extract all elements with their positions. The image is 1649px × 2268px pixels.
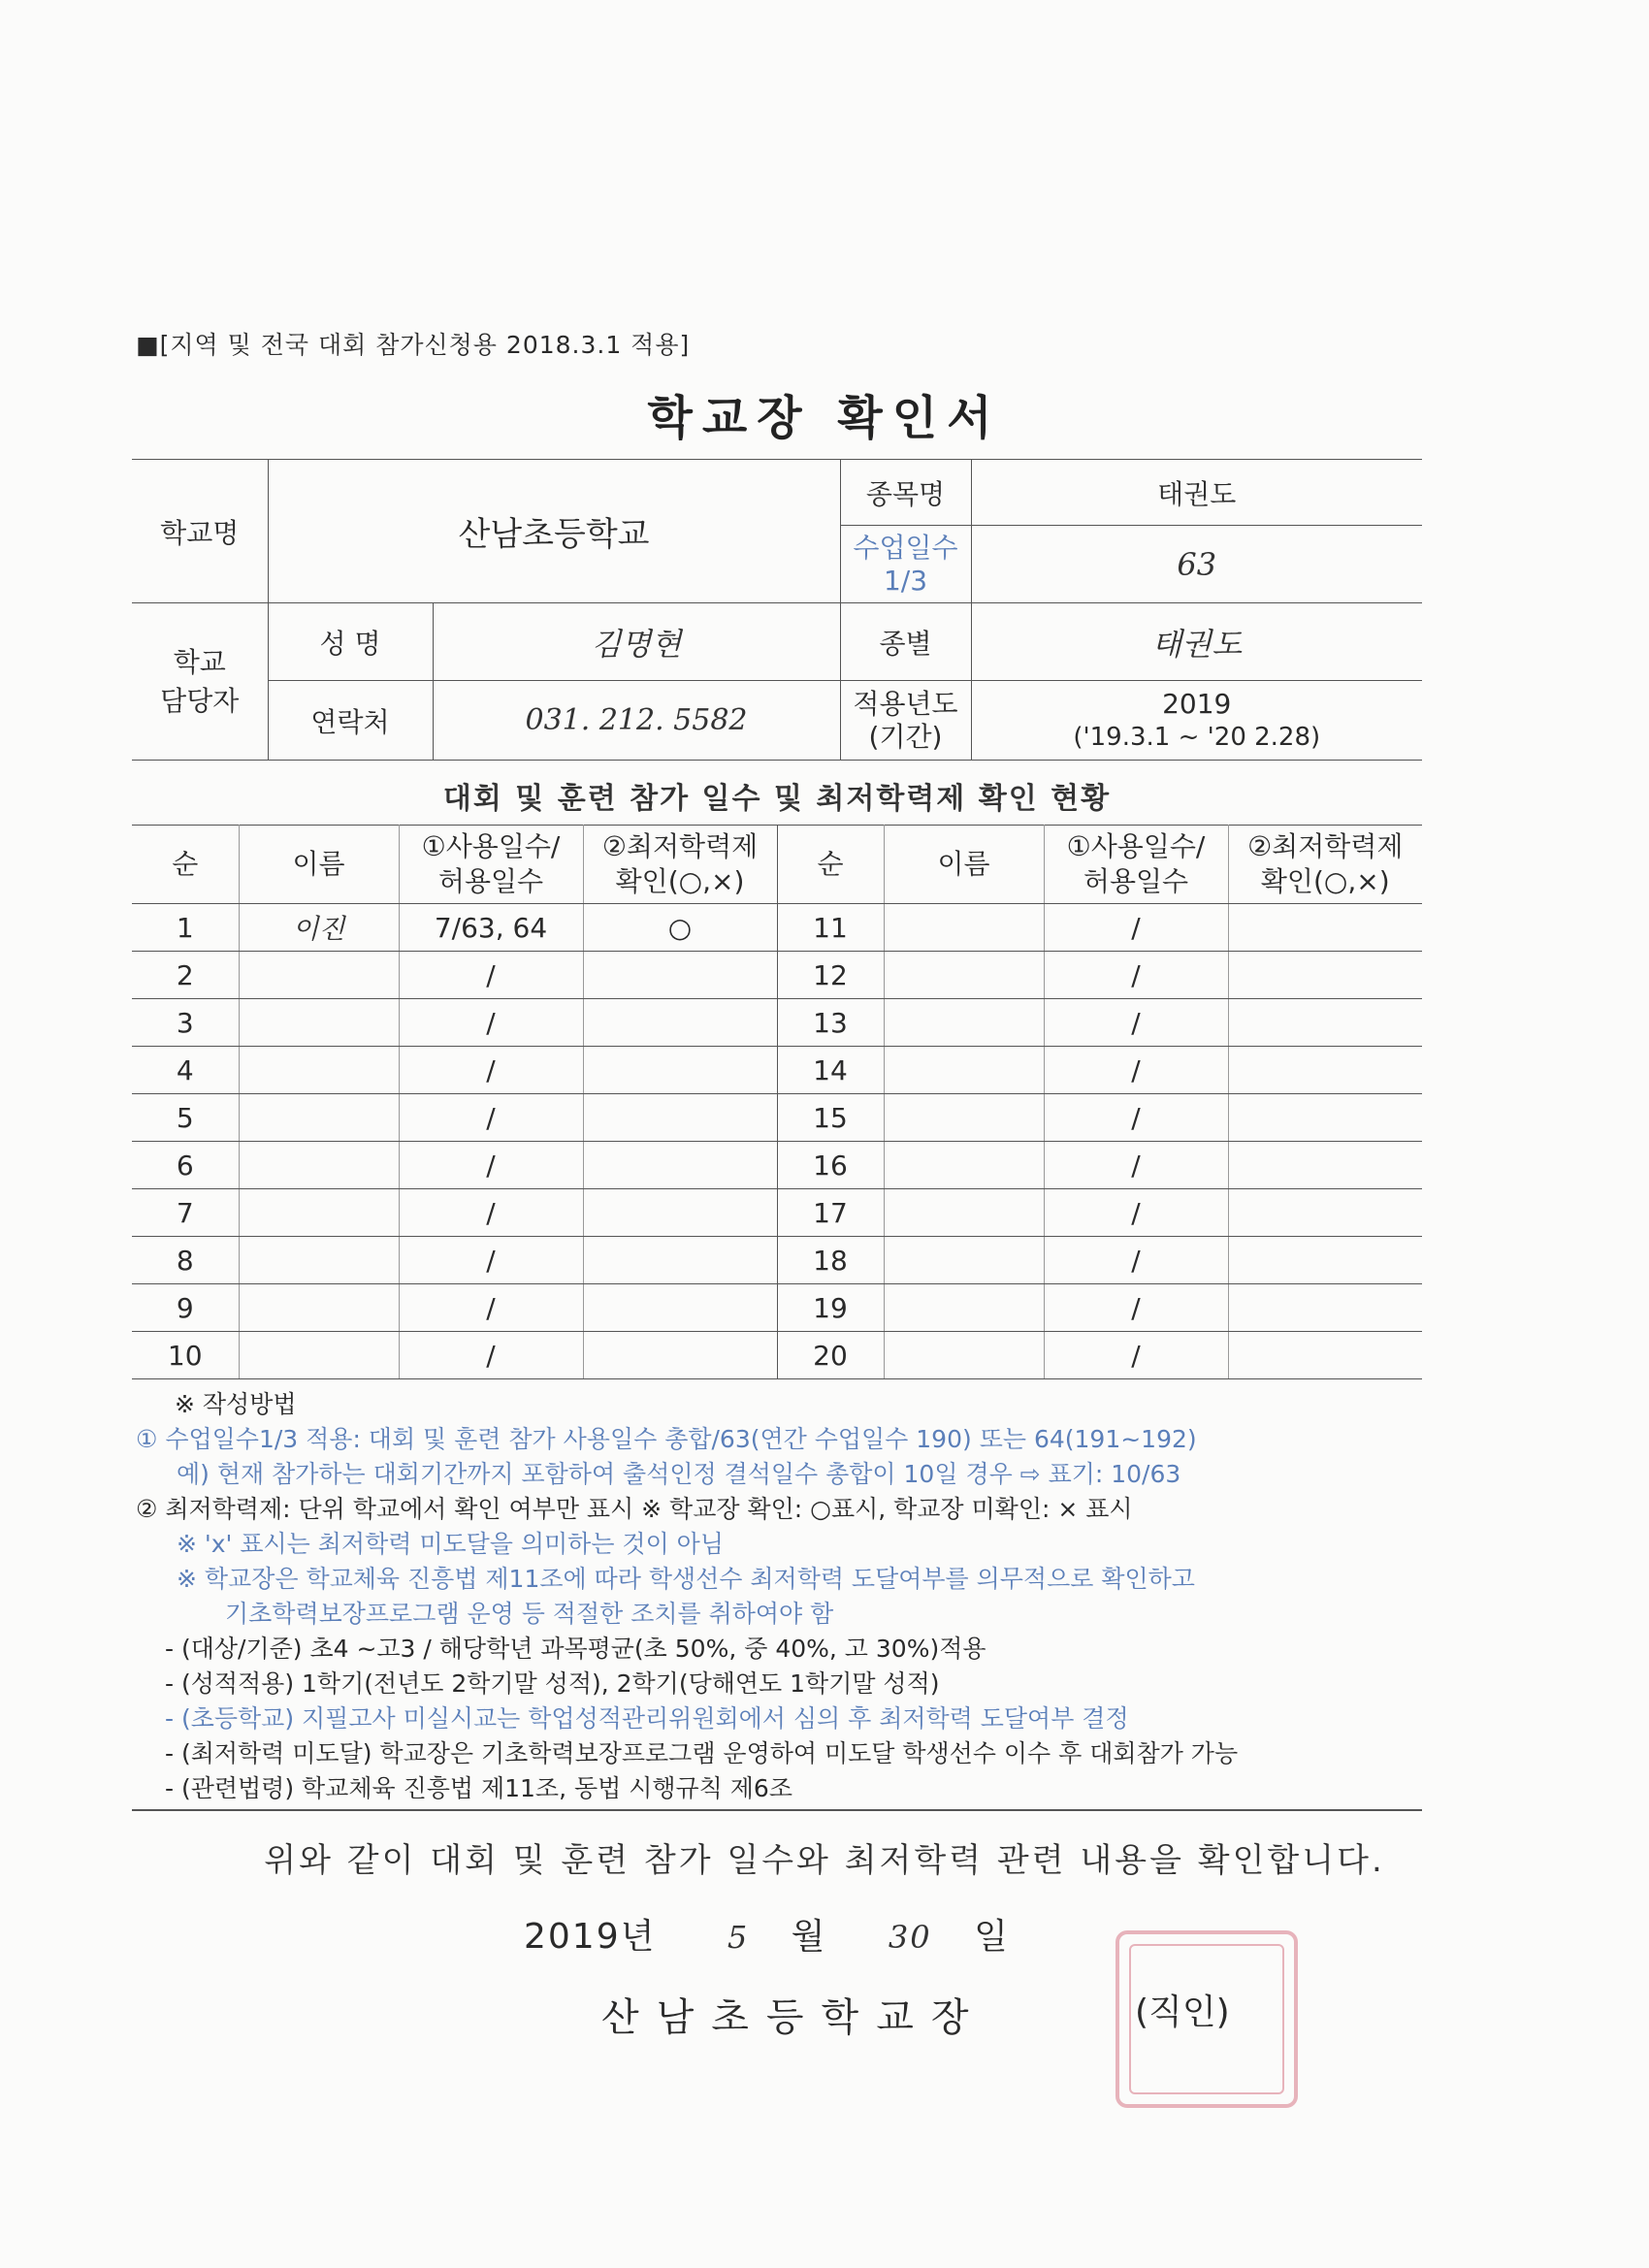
- header-days-line1: ①사용일수/: [421, 830, 561, 862]
- manager-label-line1: 학교: [173, 645, 226, 678]
- header-days-right-line1: ①사용일수/: [1066, 830, 1206, 862]
- row-days: /: [399, 1094, 583, 1142]
- days-label-line1: 수업일수: [853, 531, 958, 564]
- row-days-right: /: [1044, 1237, 1228, 1284]
- table-row: [132, 952, 1422, 999]
- row-name-right: [884, 904, 1044, 952]
- row-days: /: [399, 1142, 583, 1189]
- row-days-right: /: [1044, 904, 1228, 952]
- year-value-number: 2019: [1162, 687, 1232, 720]
- row-name: [239, 1189, 399, 1237]
- row-name: [239, 1237, 399, 1284]
- row-name-right: [884, 1332, 1044, 1379]
- row-days-right: /: [1044, 952, 1228, 999]
- year-period: ('19.3.1 ~ '20 2.28): [1073, 722, 1321, 752]
- table-row: [132, 1047, 1422, 1094]
- row-days-right: /: [1044, 1284, 1228, 1332]
- table-row: [132, 1094, 1422, 1142]
- header-check-right-line2: 확인(○,×): [1260, 865, 1390, 897]
- instruction-line: - (최저학력 미도달) 학교장은 기초학력보장프로그램 운영하여 미도달 학생선수 이수 후 대회참가 가능: [165, 1739, 1239, 1767]
- row-name-right: [884, 1237, 1044, 1284]
- header-no: 순: [132, 826, 239, 904]
- row-days: /: [399, 1047, 583, 1094]
- name-value: 김명현: [433, 603, 840, 681]
- table-row: [132, 1332, 1422, 1379]
- row-check-right: [1228, 1047, 1422, 1094]
- row-no-right: 13: [777, 999, 884, 1047]
- row-no-right: 18: [777, 1237, 884, 1284]
- school-label: 학교명: [132, 460, 268, 603]
- row-check-right: [1228, 952, 1422, 999]
- row-check: [583, 1284, 777, 1332]
- row-no-right: 12: [777, 952, 884, 999]
- instruction-line: 기초학력보장프로그램 운영 등 적절한 조치를 취하여야 함: [225, 1600, 834, 1628]
- header-days-right: [1044, 826, 1228, 904]
- manager-label: [132, 603, 268, 761]
- date-day: 30: [888, 1919, 932, 1956]
- row-check: [583, 999, 777, 1047]
- table-row: [132, 904, 1422, 952]
- row-name: [239, 1142, 399, 1189]
- date-year-unit: 년: [620, 1917, 657, 1957]
- row-name-right: [884, 952, 1044, 999]
- table-header-row: [132, 826, 1422, 904]
- page-title: 학교장 확인서: [647, 391, 1002, 445]
- days-value: 63: [971, 526, 1422, 603]
- instruction-line: - (관련법령) 학교체육 진흥법 제11조, 동법 시행규칙 제6조: [165, 1774, 792, 1802]
- divider-line: [132, 1809, 1422, 1811]
- row-no: 3: [132, 999, 239, 1047]
- seal-label: (직인): [1135, 1993, 1230, 2032]
- row-check: [583, 952, 777, 999]
- row-days-right: /: [1044, 999, 1228, 1047]
- row-check-right: [1228, 1332, 1422, 1379]
- instruction-line: ※ 'x' 표시는 최저학력 미도달을 의미하는 것이 아님: [177, 1530, 724, 1558]
- row-no: 8: [132, 1237, 239, 1284]
- table-row: [132, 1189, 1422, 1237]
- row-no: 6: [132, 1142, 239, 1189]
- header-name: 이름: [239, 826, 399, 904]
- contact-value: 031. 212. 5582: [433, 681, 840, 761]
- type-label: 종별: [840, 603, 971, 681]
- row-no: 4: [132, 1047, 239, 1094]
- row-check: [583, 1237, 777, 1284]
- table-row: [132, 1142, 1422, 1189]
- row-no: 7: [132, 1189, 239, 1237]
- instruction-line: ※ 학교장은 학교체육 진흥법 제11조에 따라 학생선수 최저학력 도달여부를 의무적으로 확인하고: [177, 1565, 1195, 1593]
- row-check: [583, 1189, 777, 1237]
- row-days-right: /: [1044, 1094, 1228, 1142]
- row-days: /: [399, 1332, 583, 1379]
- row-name: 이진: [239, 904, 399, 952]
- instruction-line: 예) 현재 참가하는 대회기간까지 포함하여 출석인정 결석일수 총합이 10일 경우 ⇨ 표기: 10/63: [177, 1460, 1181, 1488]
- row-no-right: 11: [777, 904, 884, 952]
- header-days: [399, 826, 583, 904]
- row-days-right: /: [1044, 1189, 1228, 1237]
- row-no-right: 19: [777, 1284, 884, 1332]
- row-days-right: /: [1044, 1142, 1228, 1189]
- row-name: [239, 952, 399, 999]
- principal-name: 산남초등학교장: [601, 1995, 986, 2040]
- form-header-note: ■[지역 및 전국 대회 참가신청용 2018.3.1 적용]: [136, 331, 691, 359]
- row-days-right: /: [1044, 1047, 1228, 1094]
- row-name-right: [884, 1094, 1044, 1142]
- row-name: [239, 1094, 399, 1142]
- row-no: 10: [132, 1332, 239, 1379]
- header-check-line1: ②최저학력제: [601, 830, 759, 862]
- year-value: [971, 681, 1422, 761]
- name-label: 성 명: [268, 603, 433, 681]
- type-value: 태권도: [971, 603, 1422, 681]
- row-no: 1: [132, 904, 239, 952]
- header-check-right-line1: ②최저학력제: [1247, 830, 1404, 862]
- row-check-right: [1228, 1142, 1422, 1189]
- row-days: /: [399, 999, 583, 1047]
- row-check: [583, 1142, 777, 1189]
- date-day-unit: 일: [974, 1917, 1010, 1957]
- row-name: [239, 1284, 399, 1332]
- header-no-right: 순: [777, 826, 884, 904]
- header-name-right: 이름: [884, 826, 1044, 904]
- instruction-line: - (대상/기준) 초4 ~고3 / 해당학년 과목평균(초 50%, 중 40%, 고 30%)적용: [165, 1635, 986, 1663]
- year-label-line2: (기간): [868, 720, 943, 753]
- row-no: 5: [132, 1094, 239, 1142]
- date-month-unit: 월: [791, 1917, 827, 1957]
- row-days: /: [399, 952, 583, 999]
- row-no-right: 15: [777, 1094, 884, 1142]
- row-check-right: [1228, 1284, 1422, 1332]
- writing-instructions: [136, 1387, 1436, 1806]
- days-label-line2: 1/3: [883, 564, 928, 597]
- row-no: 9: [132, 1284, 239, 1332]
- table-row: [132, 1284, 1422, 1332]
- manager-label-line2: 담당자: [160, 684, 240, 717]
- row-no-right: 17: [777, 1189, 884, 1237]
- row-no-right: 20: [777, 1332, 884, 1379]
- sport-value: 태권도: [971, 460, 1422, 526]
- signature-date: [524, 1909, 1010, 1959]
- sport-label: 종목명: [840, 460, 971, 526]
- table-row: [132, 1237, 1422, 1284]
- row-check: [583, 1332, 777, 1379]
- instruction-line: ② 최저학력제: 단위 학교에서 확인 여부만 표시 ※ 학교장 확인: ○표시, 학교장 미확인: × 표시: [136, 1495, 1133, 1523]
- row-no-right: 16: [777, 1142, 884, 1189]
- row-no: 2: [132, 952, 239, 999]
- instruction-line: ※ 작성방법: [175, 1390, 297, 1418]
- row-days-right: /: [1044, 1332, 1228, 1379]
- date-year: 2019: [524, 1917, 621, 1957]
- row-name: [239, 999, 399, 1047]
- row-check-right: [1228, 1094, 1422, 1142]
- row-name-right: [884, 1284, 1044, 1332]
- year-label-line1: 적용년도: [853, 687, 958, 720]
- days-label: [840, 526, 971, 603]
- instruction-line: ① 수업일수1/3 적용: 대회 및 훈련 참가 사용일수 총합/63(연간 수업일수 190) 또는 64(191~192): [136, 1425, 1197, 1453]
- row-name: [239, 1047, 399, 1094]
- row-days: 7/63, 64: [399, 904, 583, 952]
- table-row: [132, 999, 1422, 1047]
- contact-label: 연락처: [268, 681, 433, 761]
- row-check-right: [1228, 999, 1422, 1047]
- row-check-right: [1228, 1189, 1422, 1237]
- row-check-right: [1228, 1237, 1422, 1284]
- instruction-line: - (성적적용) 1학기(전년도 2학기말 성적), 2학기(당해연도 1학기말 성적): [165, 1669, 940, 1698]
- confirmation-statement: 위와 같이 대회 및 훈련 참가 일수와 최저학력 관련 내용을 확인합니다.: [264, 1841, 1385, 1880]
- school-value: 산남초등학교: [268, 460, 840, 603]
- participation-table: [132, 825, 1422, 1379]
- row-days: /: [399, 1284, 583, 1332]
- row-name: [239, 1332, 399, 1379]
- row-no-right: 14: [777, 1047, 884, 1094]
- row-days: /: [399, 1189, 583, 1237]
- header-days-line2: 허용일수: [437, 865, 544, 897]
- row-check-right: [1228, 904, 1422, 952]
- year-label: [840, 681, 971, 761]
- header-check-right: [1228, 826, 1422, 904]
- row-name-right: [884, 999, 1044, 1047]
- header-check-line2: 확인(○,×): [615, 865, 745, 897]
- section-title: 대회 및 훈련 참가 일수 및 최저학력제 확인 현황: [442, 782, 1112, 816]
- row-check: ○: [583, 904, 777, 952]
- header-days-right-line2: 허용일수: [1083, 865, 1189, 897]
- row-check: [583, 1094, 777, 1142]
- date-month: 5: [727, 1919, 750, 1956]
- header-check: [583, 826, 777, 904]
- row-name-right: [884, 1047, 1044, 1094]
- instruction-line: - (초등학교) 지필고사 미실시교는 학업성적관리위원회에서 심의 후 최저학력 도달여부 결정: [165, 1704, 1129, 1733]
- info-table: [132, 459, 1422, 761]
- row-name-right: [884, 1189, 1044, 1237]
- row-days: /: [399, 1237, 583, 1284]
- row-check: [583, 1047, 777, 1094]
- row-name-right: [884, 1142, 1044, 1189]
